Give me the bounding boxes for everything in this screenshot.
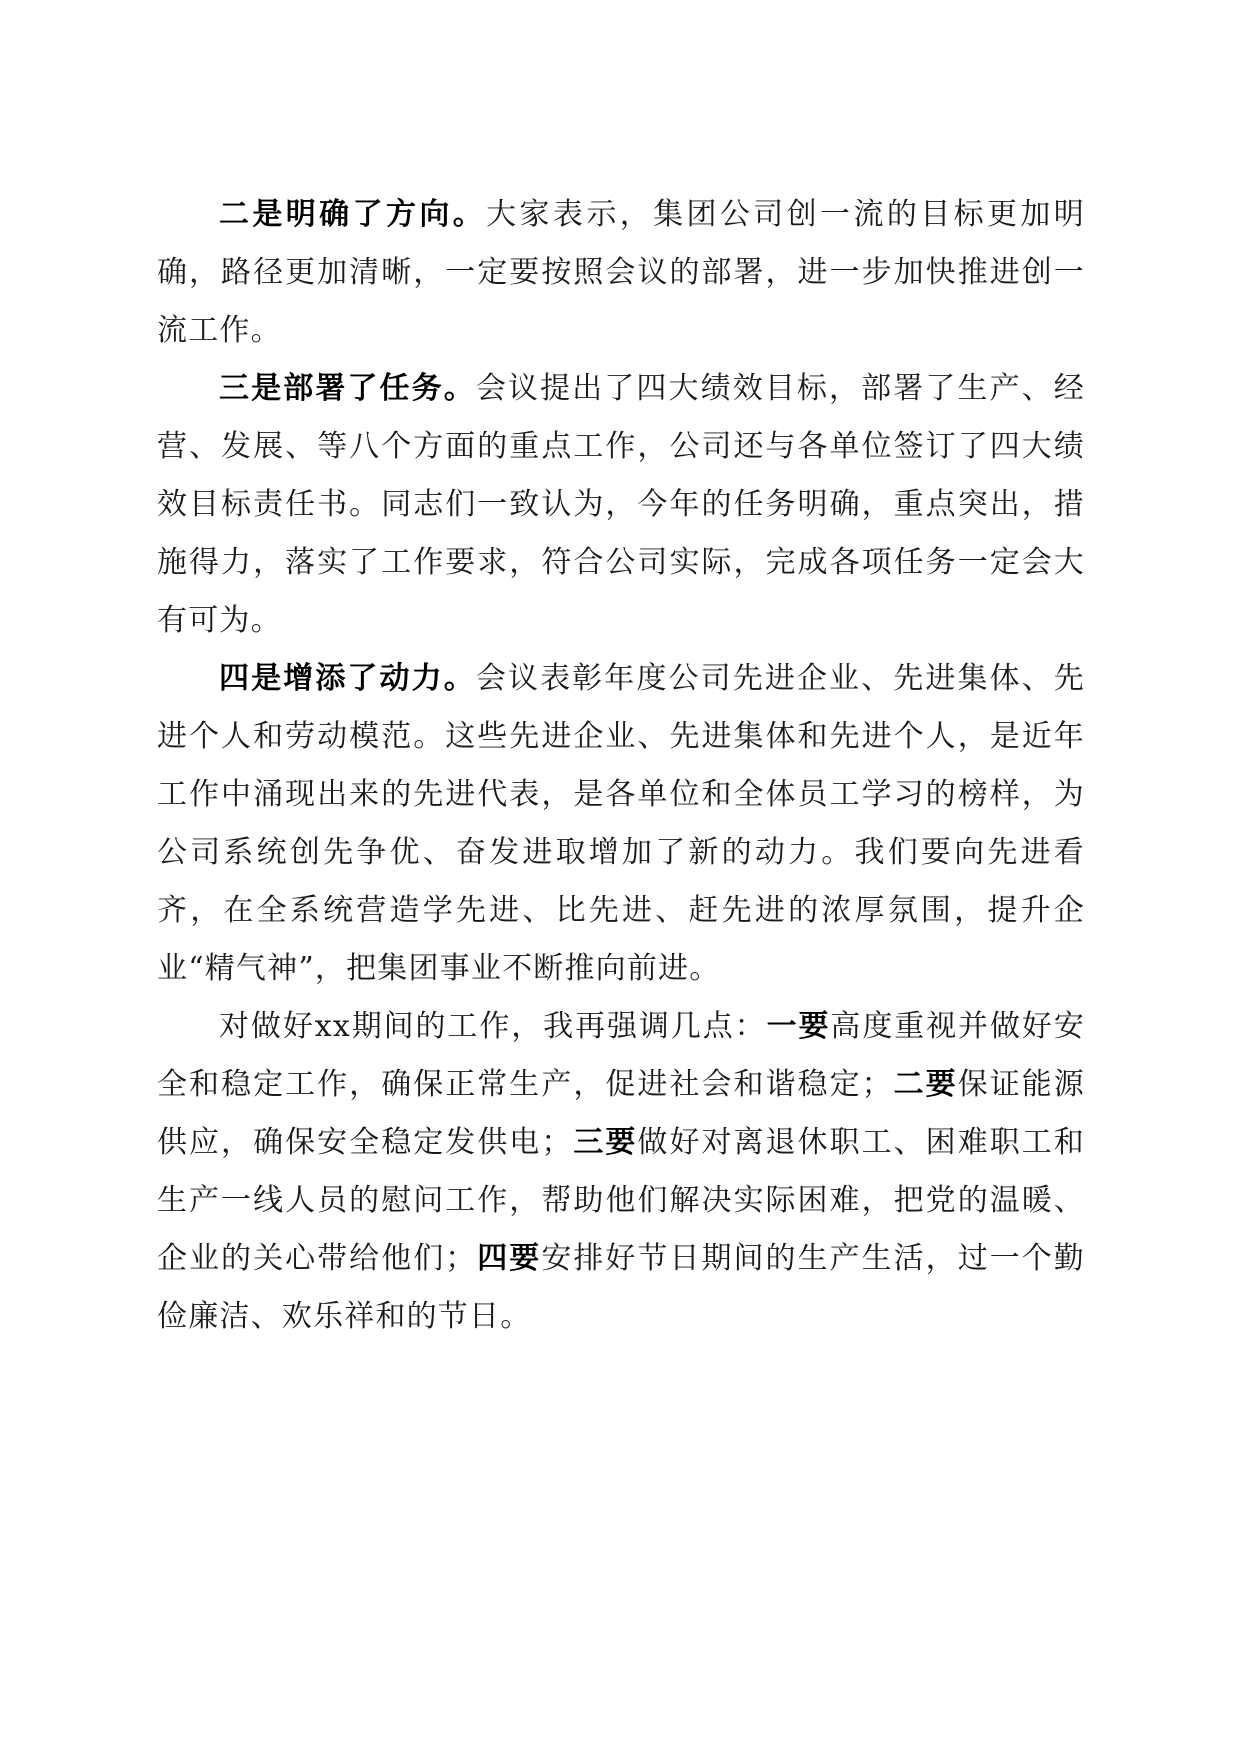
paragraph-lead: 四是增添了动力。: [219, 661, 476, 696]
requirement-text: 做好对离退休职工、困难职工和生产一线人员的慰问工作，帮助他们解决实际困难，把党的温暖、企业的关心带给他们；: [157, 1125, 1085, 1276]
requirement-text: 保证能源供应，确保安全稳定发供电；: [157, 1067, 1085, 1160]
requirement-text: 高度重视并做好安全和稳定工作，确保正常生产，促进社会和谐稳定；: [157, 1009, 1085, 1102]
paragraph-text: 大家表示，集团公司创一流的目标更加明确，路径更加清晰，一定要按照会议的部署，进一步加快推进创一流工作。: [157, 197, 1085, 348]
paragraph-requirements: [157, 998, 1085, 1346]
requirement-keyword: 三要: [572, 1125, 638, 1160]
requirement-keyword: 四要: [476, 1241, 542, 1276]
requirements-intro: 对做好xx期间的工作，我再强调几点：: [219, 1009, 767, 1044]
requirement-keyword: 一要: [766, 1009, 831, 1044]
paragraph-lead: 二是明确了方向。: [219, 197, 487, 232]
paragraph-motivation: [157, 650, 1085, 998]
requirement-keyword: 二要: [892, 1067, 958, 1102]
document-body: [157, 186, 1085, 1346]
paragraph-tasks: [157, 360, 1085, 650]
paragraph-text: 会议提出了四大绩效目标，部署了生产、经营、发展、等八个方面的重点工作，公司还与各单位签订了四大绩效目标责任书。同志们一致认为，今年的任务明确，重点突出，措施得力，落实了工作要求，符合公司实际，完成各项任务一定会大有可为。: [157, 371, 1085, 638]
paragraph-text: 会议表彰年度公司先进企业、先进集体、先进个人和劳动模范。这些先进企业、先进集体和先进个人，是近年工作中涌现出来的先进代表，是各单位和全体员工学习的榜样，为公司系统创先争优、奋发进取增加了新的动力。我们要向先进看齐，在全系统营造学先进、比先进、赶先进的浓厚氛围，提升企业“精气神”，把集团事业不断推向前进。: [157, 661, 1085, 986]
requirement-text: 安排好节日期间的生产生活，过一个勤俭廉洁、欢乐祥和的节日。: [157, 1241, 1085, 1334]
paragraph-direction: [157, 186, 1085, 360]
paragraph-lead: 三是部署了任务。: [219, 371, 476, 406]
